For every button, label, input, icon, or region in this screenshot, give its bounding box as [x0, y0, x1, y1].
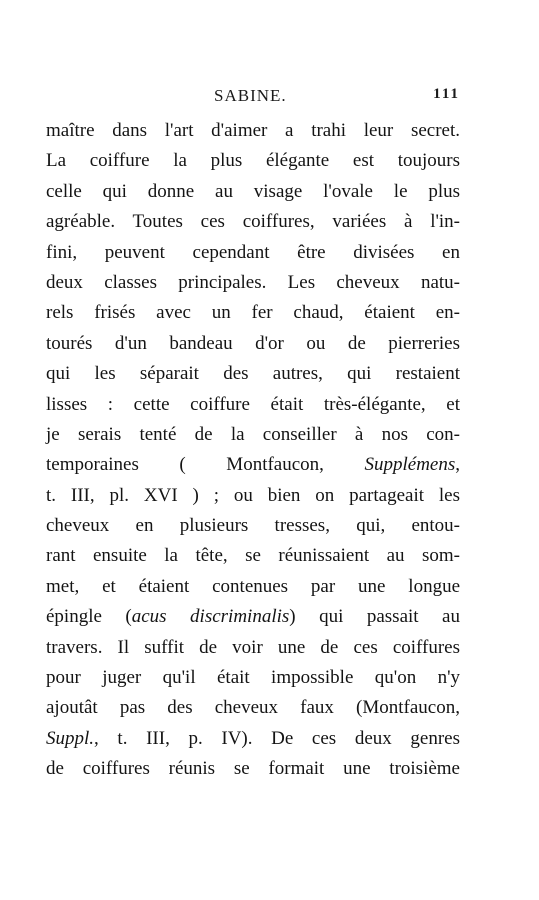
text-segment: rant ensuite la tête, se réunissaient au som- [46, 545, 460, 567]
text-line [46, 329, 460, 359]
text-segment: La coiffure la plus élégante est toujours [46, 150, 460, 172]
text-segment: celle qui donne au visage l'ovale le plus [46, 180, 460, 202]
text-line [46, 390, 460, 420]
text-line [46, 663, 460, 693]
text-line [46, 511, 460, 541]
text-segment: temporaines ( Montfaucon, [46, 454, 365, 476]
text-line [46, 602, 460, 632]
text-line [46, 359, 460, 389]
text-line [46, 633, 460, 663]
text-segment: agréable. Toutes ces coiffures, variées à l'in- [46, 211, 460, 233]
text-line [46, 177, 460, 207]
text-line [46, 481, 460, 511]
text-segment: , [455, 454, 460, 476]
text-segment: tourés d'un bandeau d'or ou de pierreries [46, 332, 460, 354]
text-segment: rels frisés avec un fer chaud, étaient en- [46, 302, 460, 324]
text-line [46, 693, 460, 723]
text-segment: travers. Il suffit de voir une de ces coiffures [46, 636, 460, 658]
text-line [46, 268, 460, 298]
text-line [46, 238, 460, 268]
text-line [46, 541, 460, 571]
text-line [46, 298, 460, 328]
text-segment: deux classes principales. Les cheveux natu- [46, 271, 460, 293]
text-segment: épingle ( [46, 606, 132, 628]
italic-reference: acus discriminalis [131, 606, 290, 628]
text-segment: ajoutât pas des cheveux faux (Montfaucon, [46, 697, 460, 719]
text-segment: de coiffures réunis se formait une troisième [46, 758, 460, 780]
text-segment: pour juger qu'il était impossible qu'on n'y [46, 667, 460, 689]
page-number: 111 [433, 86, 460, 102]
body-text [46, 116, 460, 785]
text-segment: ) qui passait au [289, 606, 460, 628]
text-segment: t. III, pl. XVI ) ; ou bien on partageait les [46, 484, 460, 506]
text-segment: maître dans l'art d'aimer a trahi leur secret. [46, 120, 460, 141]
text-line [46, 207, 460, 237]
text-segment: met, et étaient contenues par une longue [46, 575, 460, 597]
text-line [46, 116, 460, 146]
text-segment: je serais tenté de la conseiller à nos con- [46, 423, 460, 445]
running-head [46, 86, 460, 110]
running-title: SABINE. [214, 86, 287, 105]
text-segment: qui les séparait des autres, qui restaient [46, 363, 460, 385]
text-segment: cheveux en plusieurs tresses, qui, entou- [46, 515, 460, 537]
text-segment: , t. III, p. IV). De ces deux genres [94, 727, 460, 749]
italic-reference: Suppl. [46, 727, 95, 749]
text-line [46, 450, 460, 480]
text-segment: fini, peuvent cependant être divisées en [46, 241, 460, 263]
text-line [46, 754, 460, 784]
text-line [46, 572, 460, 602]
italic-reference: Supplémens [364, 454, 456, 476]
text-line [46, 420, 460, 450]
text-segment: lisses : cette coiffure était très-élégante, et [46, 393, 460, 415]
text-line [46, 146, 460, 176]
text-line [46, 724, 460, 754]
